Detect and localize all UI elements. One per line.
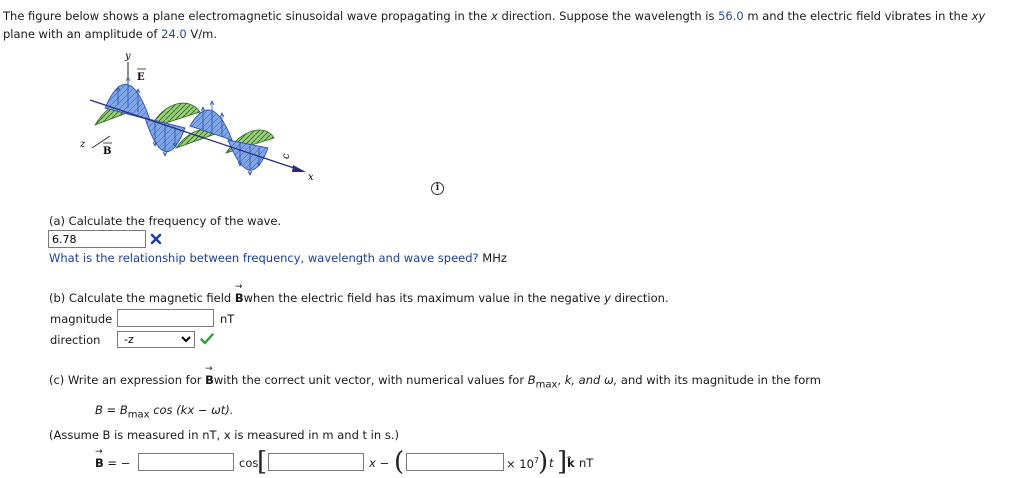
em-wave-figure [0, 0, 1024, 220]
eq-paren-open: ( [394, 447, 405, 477]
direction-label: direction [50, 333, 101, 347]
bmax-symbol: B [527, 373, 536, 387]
intro-text-mid: direction. Suppose the wavelength is [501, 9, 715, 23]
omega-input[interactable] [406, 453, 504, 471]
magnitude-input[interactable] [117, 309, 214, 327]
eq-t: t [549, 456, 554, 470]
form-rhs: cos (kx − ωt). [153, 403, 234, 417]
amplitude-unit: V/m. [190, 27, 217, 41]
info-icon[interactable]: i [431, 182, 444, 195]
part-a-unit: MHz [482, 251, 507, 265]
part-c-form [95, 403, 233, 420]
plane-var: xy [971, 9, 986, 23]
part-c-omega-text: ω, [603, 373, 618, 387]
eq-times10 [506, 456, 539, 471]
part-b-question-pre: (b) Calculate the magnetic field [49, 291, 232, 305]
part-b-direction-var: y [604, 291, 611, 305]
form-subscript: max [127, 409, 150, 421]
b-vector-symbol: → B [205, 373, 214, 387]
eq-paren-close: ) [538, 447, 549, 477]
eq-equals: = − [107, 456, 131, 470]
intro-text-after-wavelength: m and the electric field vibrates in the [747, 9, 968, 23]
part-a-answer-input[interactable] [48, 230, 146, 248]
part-a-question: (a) Calculate the frequency of the wave. [49, 214, 282, 228]
figure-label-c: c [281, 153, 292, 159]
eq-exponent: 7 [533, 456, 540, 465]
amplitude-input[interactable] [138, 453, 234, 471]
eq-khat: k̂ [567, 456, 575, 470]
part-a-hint[interactable]: What is the relationship between frequency, wavelength and wave speed? [49, 251, 479, 265]
form-lhs: B = B [95, 403, 128, 417]
part-c-question-pre: (c) Write an expression for [49, 373, 202, 387]
intro-line2-text: plane with an amplitude of [3, 27, 158, 41]
correct-check-icon [200, 333, 214, 345]
eq-cos: cos [239, 456, 259, 470]
part-c-assumption: (Assume B is measured in nT, x is measured in m and t in s.) [49, 428, 399, 442]
direction-select[interactable] [117, 331, 195, 348]
k-input[interactable] [268, 453, 364, 471]
figure-label-E: E [137, 72, 145, 83]
amplitude-value: 24.0 [161, 27, 187, 41]
figure-label-B: B [103, 146, 112, 157]
part-b-question [49, 291, 669, 305]
b-vector-symbol: → B [235, 291, 244, 305]
eq-bracket-close: ] [557, 447, 568, 477]
eq-lhs [95, 456, 130, 470]
part-c-k-text: k, and [564, 373, 601, 387]
part-b-question-end: direction. [614, 291, 669, 305]
direction-var: x [490, 9, 498, 23]
part-a-hint-line [49, 251, 507, 265]
bmax-subscript: max [535, 379, 558, 391]
magnitude-label: magnitude [50, 312, 113, 326]
magnitude-unit: nT [220, 312, 235, 326]
eq-bracket-open: [ [257, 447, 268, 477]
wavelength-value: 56.0 [718, 9, 744, 23]
figure-label-x: x [308, 172, 314, 183]
figure-label-y: y [125, 51, 131, 62]
part-c-question: (c) Write an expression for → Bwith the correct unit vector, with numerical values for $B_{max}$, k, and ω, and with its magnitude in the form [49, 373, 821, 390]
eq-unit: nT [579, 456, 594, 470]
e-field-lobe [228, 140, 268, 170]
eq-b-vector: → B [95, 456, 104, 470]
part-c-question-mid: with the correct unit vector, with numerical values for [213, 373, 525, 387]
intro-text: The figure below shows a plane electromagnetic sinusoidal wave propagating in the [3, 9, 488, 23]
incorrect-x-icon [150, 233, 162, 245]
eq-times10-text: × 10 [506, 456, 534, 471]
eq-x-minus: x − [369, 456, 390, 470]
part-c-question-end: and with its magnitude in the form [620, 373, 821, 387]
part-b-question-post: when the electric field has its maximum value in the negative [243, 291, 601, 305]
figure-label-z: z [80, 139, 86, 150]
